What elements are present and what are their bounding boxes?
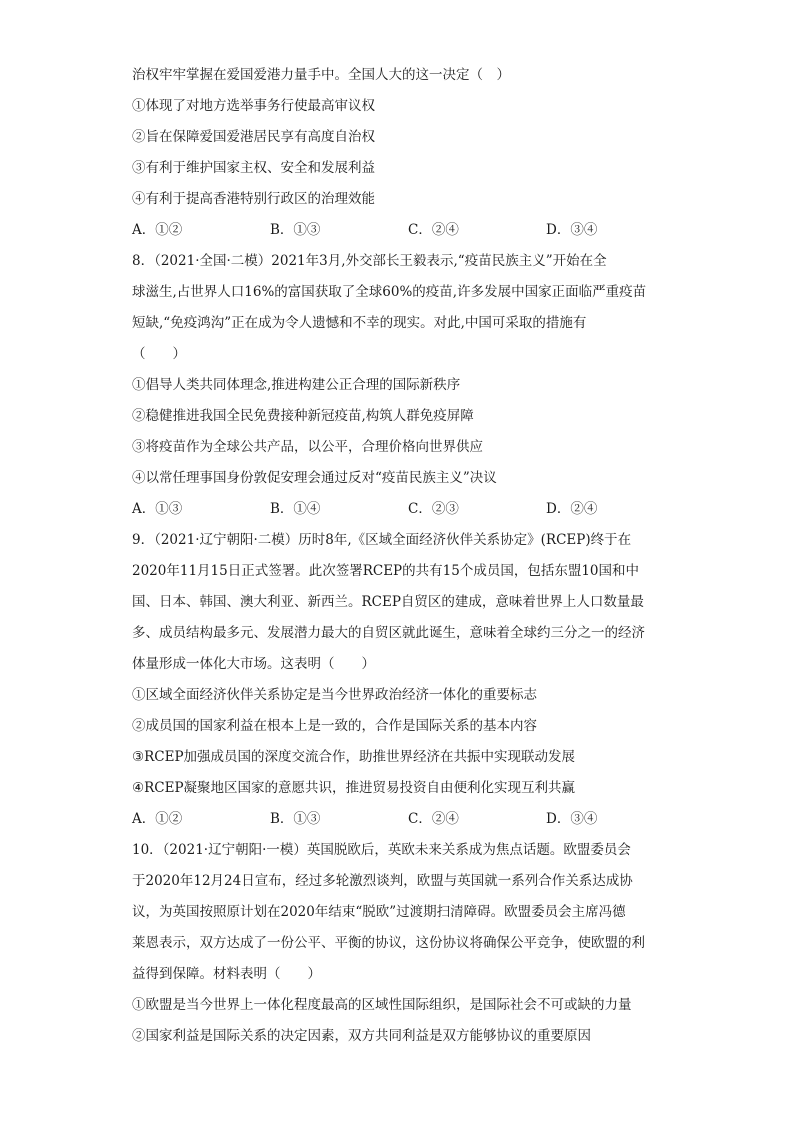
statement-2: ②旨在保障爱国爱港居民享有高度自治权 <box>132 129 375 145</box>
option-b[interactable]: B．①④ <box>270 501 321 517</box>
statement-3: ③将疫苗作为全球公共产品，以公平，合理价格向世界供应 <box>132 439 483 455</box>
question-stem-line: 2020年11月15日正式签署。此次签署RCEP的共有15个成员国，包括东盟10国和中 <box>132 563 640 579</box>
option-c[interactable]: C．②③ <box>408 501 459 517</box>
question-stem-line: 9．（2021·辽宁朝阳·二模）历时8年,《区域全面经济伙伴关系协定》(RCEP)终于在 <box>132 532 632 548</box>
statement-1: ①欧盟是当今世界上一体化程度最高的区域性国际组织，是国际社会不可或缺的力量 <box>132 997 632 1013</box>
question-stem-line: 多、成员结构最多元、发展潜力最大的自贸区就此诞生，意味着全球约三分之一的经济 <box>132 625 645 641</box>
option-c[interactable]: C．②④ <box>408 811 459 827</box>
statement-3: ③RCEP加强成员国的深度交流合作，助推世界经济在共振中实现联动发展 <box>132 749 576 765</box>
option-a[interactable]: A．①② <box>132 222 183 238</box>
statement-2: ②国家利益是国际关系的决定因素，双方共同利益是双方能够协议的重要原因 <box>132 1028 591 1044</box>
question-stem-line: 莱恩表示，双方达成了一份公平、平衡的协议，这份协议将确保公平竞争，使欧盟的利 <box>132 935 645 951</box>
statement-4: ④以常任理事国身份敦促安理会通过反对“疫苗民族主义”决议 <box>132 470 497 486</box>
option-a[interactable]: A．①③ <box>132 501 183 517</box>
question-stem-line: 于2020年12月24日宣布，经过多轮激烈谈判，欧盟与英国就一系列合作关系达成协 <box>132 873 633 889</box>
option-c[interactable]: C．②④ <box>408 222 459 238</box>
option-b[interactable]: B．①③ <box>270 222 321 238</box>
question-stem-line: 体量形成一体化大市场。这表明（ ） <box>132 656 375 672</box>
statement-2: ②成员国的国家利益在根本上是一致的，合作是国际关系的基本内容 <box>132 718 537 734</box>
question-stem-line: 治权牢牢掌握在爱国爱港力量手中。全国人大的这一决定（ ） <box>132 67 510 83</box>
answer-blank: （ ） <box>132 346 186 362</box>
statement-3: ③有利于维护国家主权、安全和发展利益 <box>132 160 375 176</box>
question-stem-line: 议，为英国按照原计划在2020年结束“脱欧”过渡期扫清障碍。欧盟委员会主席冯德 <box>132 904 626 920</box>
question-list <box>132 60 672 1052</box>
option-d[interactable]: D．③④ <box>546 222 598 238</box>
question-stem-line: 国、日本、韩国、澳大利亚、新西兰。RCEP自贸区的建成，意味着世界上人口数量最 <box>132 594 644 610</box>
question-9 <box>132 525 672 835</box>
answer-options <box>132 494 672 525</box>
answer-options <box>132 215 672 246</box>
question-stem-line: 短缺,“免疫鸿沟”正在成为令人遗憾和不幸的现实。对此,中国可采取的措施有 <box>132 315 587 331</box>
statement-4: ④RCEP凝聚地区国家的意愿共识，推进贸易投资自由便利化实现互利共赢 <box>132 780 576 796</box>
statement-2: ②稳健推进我国全民免费接种新冠疫苗,构筑人群免疫屏障 <box>132 408 474 424</box>
question-7 <box>132 60 672 246</box>
statement-1: ①体现了对地方选举事务行使最高审议权 <box>132 98 375 114</box>
statement-1: ①区域全面经济伙伴关系协定是当今世界政治经济一体化的重要标志 <box>132 687 537 703</box>
option-a[interactable]: A．①② <box>132 811 183 827</box>
option-d[interactable]: D．②④ <box>546 501 598 517</box>
answer-options <box>132 804 672 835</box>
option-d[interactable]: D．③④ <box>546 811 598 827</box>
option-b[interactable]: B．①③ <box>270 811 321 827</box>
statement-4: ④有利于提高香港特别行政区的治理效能 <box>132 191 375 207</box>
question-stem-line: 益得到保障。材料表明（ ） <box>132 966 321 982</box>
statement-1: ①倡导人类共同体理念,推进构建公正合理的国际新秩序 <box>132 377 461 393</box>
question-stem-line: 球滋生,占世界人口16%的富国获取了全球60%的疫苗,许多发展中国家正面临严重疫苗 <box>132 284 647 300</box>
question-stem-line: 8．（2021·全国·二模）2021年3月,外交部长王毅表示,“疫苗民族主义”开始在全 <box>132 253 607 269</box>
question-stem-line: 10．（2021·辽宁朝阳·一模）英国脱欧后，英欧未来关系成为焦点话题。欧盟委员会 <box>132 842 631 858</box>
question-8 <box>132 246 672 525</box>
question-10 <box>132 835 672 1052</box>
